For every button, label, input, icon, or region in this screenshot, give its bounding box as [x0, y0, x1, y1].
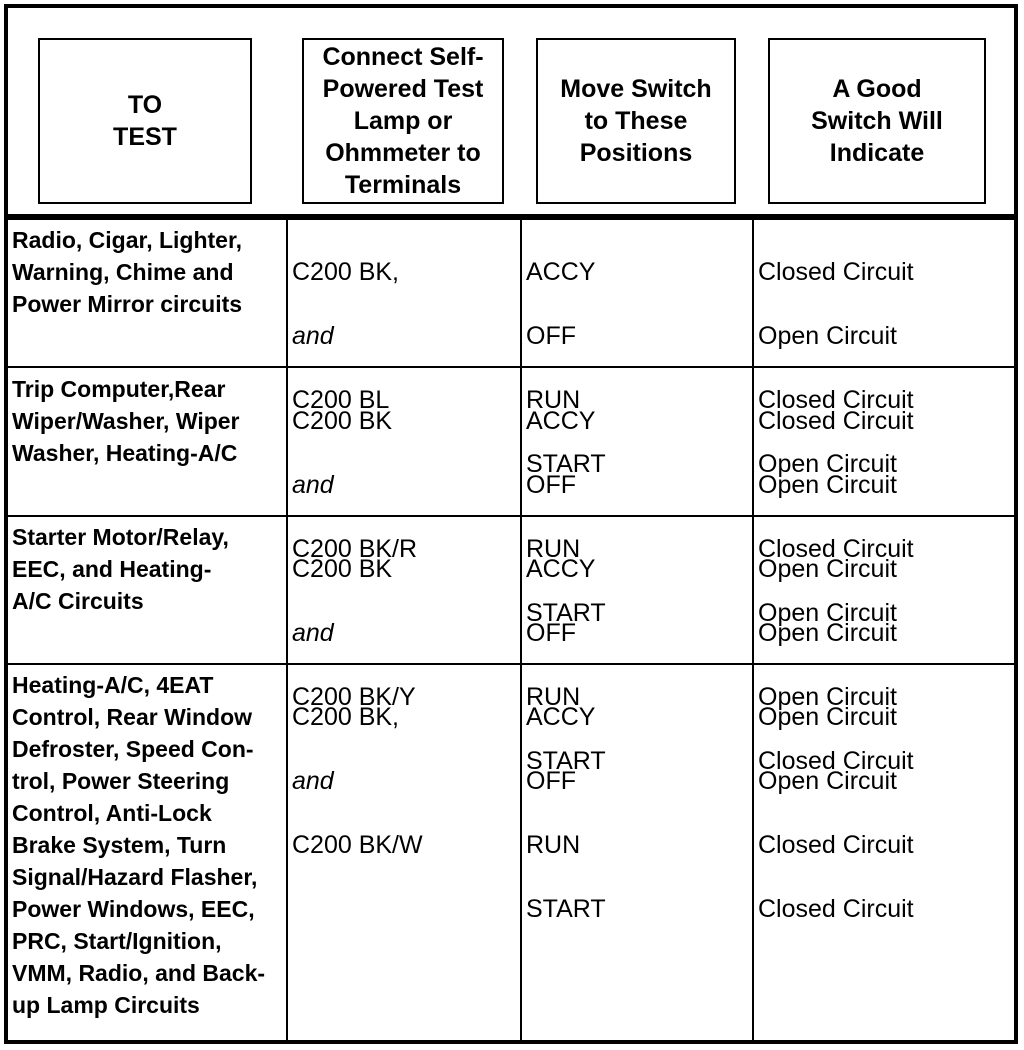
position-off: OFF: [526, 619, 576, 647]
header-good-switch-indicates: A Good Switch Will Indicate: [768, 38, 986, 204]
indication: Open Circuit: [758, 683, 897, 711]
terminal-conjunction: and: [292, 471, 334, 499]
indication: Open Circuit: [758, 767, 897, 795]
terminal-conjunction: and: [292, 619, 334, 647]
terminal-conjunction: and: [292, 322, 334, 350]
indication: Open Circuit: [758, 703, 897, 731]
to-test-cell: Radio, Cigar, Lighter, Warning, Chime and Power Mirror circuits: [12, 227, 243, 317]
to-test-cell: Starter Motor/Relay, EEC, and Heating- A/C Circuits: [12, 524, 229, 614]
column-divider: [752, 220, 754, 1040]
column-divider: [520, 220, 522, 1040]
indication: Closed Circuit: [758, 895, 914, 923]
indication: Closed Circuit: [758, 535, 914, 563]
position-off: OFF: [526, 322, 576, 350]
table-header: [8, 8, 1014, 220]
to-test-cell: Trip Computer,Rear Wiper/Washer, Wiper Washer, Heating-A/C: [12, 376, 240, 466]
terminal-1: C200 BK: [292, 407, 393, 435]
terminal-1: C200 BK,: [292, 703, 400, 731]
terminal-1: C200 BK,: [292, 258, 400, 286]
terminals-cell: [292, 669, 423, 893]
position-start: START: [526, 450, 606, 478]
header-connect-terminals: Connect Self- Powered Test Lamp or Ohmmeter to Terminals: [302, 38, 504, 204]
indication: Open Circuit: [758, 599, 897, 627]
indications-cell: [758, 669, 914, 957]
position-accy: ACCY: [526, 258, 596, 286]
column-divider: [286, 220, 288, 1040]
position-start: START: [526, 895, 606, 923]
position-accy: ACCY: [526, 555, 596, 583]
indication: Closed Circuit: [758, 831, 914, 859]
position-accy: ACCY: [526, 703, 596, 731]
indication: Closed Circuit: [758, 386, 914, 414]
position-start: START: [526, 747, 606, 775]
terminal-2: C200 BL: [292, 386, 390, 414]
positions-cell: [526, 669, 606, 957]
position-run: RUN: [526, 386, 581, 414]
indication: Open Circuit: [758, 450, 897, 478]
terminal-2: C200 BK/R: [292, 535, 418, 563]
terminal-2: C200 BK/Y: [292, 683, 416, 711]
terminal-1: C200 BK: [292, 555, 393, 583]
position-run: RUN: [526, 831, 581, 859]
header-switch-positions: Move Switch to These Positions: [536, 38, 736, 204]
indication: Open Circuit: [758, 471, 897, 499]
indication: Closed Circuit: [758, 747, 914, 775]
indication: Closed Circuit: [758, 258, 914, 286]
to-test-cell: Heating-A/C, 4EAT Control, Rear Window Defroster, Speed Con- trol, Power Steering Control, Anti-Lock Brake System, Turn Signal/Hazard Flasher, Power Windows, EEC, PRC, Start/Ignition, VMM, Radio, and Back- up Lamp Circuits: [12, 672, 266, 1018]
terminal-2: C200 BK/W: [292, 831, 423, 859]
position-off: OFF: [526, 767, 576, 795]
indication: Open Circuit: [758, 555, 897, 583]
terminal-conjunction: and: [292, 767, 334, 795]
position-run: RUN: [526, 535, 581, 563]
indication: Open Circuit: [758, 619, 897, 647]
position-accy: ACCY: [526, 407, 596, 435]
position-off: OFF: [526, 471, 576, 499]
indication: Open Circuit: [758, 322, 897, 350]
position-start: START: [526, 599, 606, 627]
position-run: RUN: [526, 683, 581, 711]
indication: Closed Circuit: [758, 407, 914, 435]
switch-test-table: [4, 4, 1018, 1044]
header-to-test: TO TEST: [38, 38, 252, 204]
